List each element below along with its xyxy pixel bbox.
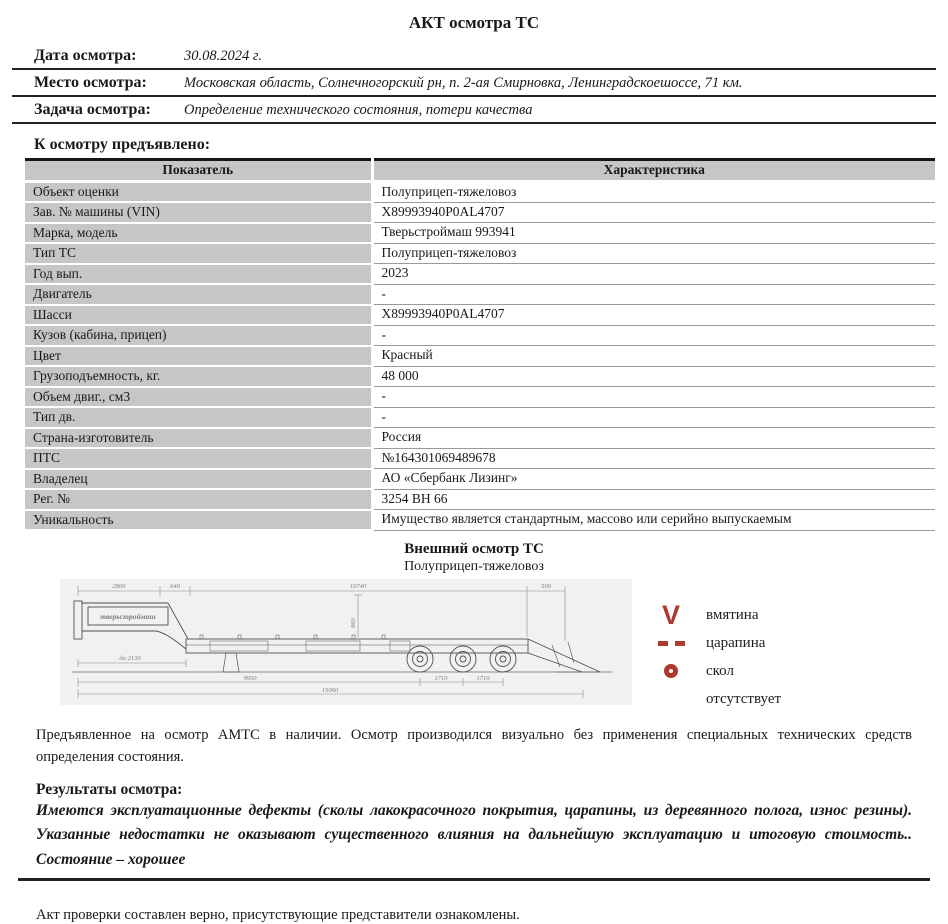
table-header-row (25, 160, 935, 182)
characteristic-cell: Россия (372, 428, 935, 449)
characteristic-cell: Тверьстроймаш 993941 (372, 223, 935, 244)
trailer-drawing (60, 579, 632, 705)
info-label-place: Место осмотра: (34, 74, 147, 91)
parameter-cell: Марка, модель (25, 223, 372, 244)
legend-row-dent (648, 601, 878, 629)
table-row (25, 264, 935, 285)
table-row (25, 223, 935, 244)
characteristic-cell: Полуприцеп-тяжеловоз (372, 243, 935, 264)
brand-label: тверьстроймаш (100, 612, 156, 621)
dim-label-15060: 15060 (321, 687, 339, 694)
trailer-figure-section (0, 579, 948, 711)
characteristic-cell: АО «Сбербанк Лизинг» (372, 469, 935, 490)
scratch-symbol-icon (658, 641, 685, 646)
parameter-cell: Страна-изготовитель (25, 428, 372, 449)
chip-symbol-icon (664, 664, 678, 678)
table-row (25, 181, 935, 202)
page-title: АКТ осмотра ТС (408, 13, 540, 32)
info-value-task: Определение технического состояния, потери качества (184, 102, 533, 118)
parameter-cell: Владелец (25, 469, 372, 490)
final-statement: Акт проверки составлен верно, присутствующие представители ознакомлены. (36, 906, 520, 923)
info-label-date: Дата осмотра: (34, 47, 137, 64)
characteristic-cell: Полуприцеп-тяжеловоз (372, 181, 935, 202)
characteristic-cell: - (372, 387, 935, 408)
info-value-date: 30.08.2024 г. (184, 48, 262, 64)
info-row-task (12, 97, 936, 124)
characteristic-cell: - (372, 325, 935, 346)
table-row (25, 325, 935, 346)
table-row (25, 510, 935, 531)
parameter-cell: Зав. № машины (VIN) (25, 202, 372, 223)
parameter-cell: Кузов (кабина, прицеп) (25, 325, 372, 346)
dim-label-2130: до 2130 (119, 655, 141, 662)
table-row (25, 448, 935, 469)
dim-label-860: 860 (350, 618, 357, 628)
parameter-cell: Цвет (25, 346, 372, 367)
inspection-info (12, 43, 936, 124)
info-label-task: Задача осмотра: (34, 101, 151, 118)
legend-label-dent: вмятина (706, 606, 759, 623)
table-row (25, 387, 935, 408)
legend-label-scratch: царапина (706, 634, 766, 651)
table-row (25, 489, 935, 510)
parameter-cell: Двигатель (25, 284, 372, 305)
table-row (25, 202, 935, 223)
results-block (18, 799, 930, 881)
vehicle-table-body (25, 181, 935, 530)
characteristic-cell: 48 000 (372, 366, 935, 387)
col-header-parameter: Показатель (25, 160, 372, 182)
exterior-inspection-title: Внешний осмотр ТС (404, 541, 544, 557)
parameter-cell: Год вып. (25, 264, 372, 285)
parameter-cell: Уникальность (25, 510, 372, 531)
table-row (25, 284, 935, 305)
dim-label-10740: 10740 (349, 583, 367, 590)
parameter-cell: Объект оценки (25, 181, 372, 202)
parameter-cell: Тип дв. (25, 407, 372, 428)
legend-row-absent (648, 685, 878, 713)
parameter-cell: Грузоподъемность, кг. (25, 366, 372, 387)
presence-paragraph: Предъявленное на осмотр АМТС в наличии. Осмотр производился визуально без применения специальных технических средств определения состояния. (36, 727, 912, 765)
vehicle-table (25, 158, 935, 531)
legend-label-chip: скол (706, 662, 734, 679)
dim-label-2800: 2800 (112, 583, 126, 590)
defect-legend (648, 601, 878, 713)
characteristic-cell: Красный (372, 346, 935, 367)
exterior-inspection-subtitle: Полуприцеп-тяжеловоз (404, 559, 544, 574)
parameter-cell: Шасси (25, 305, 372, 326)
table-row (25, 428, 935, 449)
table-row (25, 243, 935, 264)
info-row-place (12, 70, 936, 97)
legend-label-absent: отсутствует (706, 690, 782, 707)
dim-label-1710-b: 1710 (476, 675, 490, 682)
table-row (25, 346, 935, 367)
trailer-ramp (528, 639, 600, 672)
trailer-wheels (407, 646, 516, 672)
characteristic-cell: - (372, 407, 935, 428)
dim-label-1710-a: 1710 (434, 675, 448, 682)
table-row (25, 469, 935, 490)
characteristic-cell: 3254 ВН 66 (372, 489, 935, 510)
dim-label-640: 640 (170, 583, 180, 590)
results-text: Имеются эксплуатационные дефекты (сколы лакокрасочного покрытия, царапины, из деревянного полога, износ резины). Указанные недостатки не оказывают существенного влияния на дальнейшую эксплуатацию и итоговую стоимость.. Состояние – хорошее (36, 801, 912, 869)
legend-row-scratch (648, 629, 878, 657)
table-row (25, 407, 935, 428)
characteristic-cell: X89993940P0AL4707 (372, 305, 935, 326)
presented-heading: К осмотру предъявлено: (34, 136, 211, 153)
dent-symbol-icon: V (661, 599, 680, 630)
characteristic-cell: Имущество является стандартным, массово или серийно выпускаемым (372, 510, 935, 531)
table-row (25, 305, 935, 326)
parameter-cell: Тип ТС (25, 243, 372, 264)
col-header-characteristic: Характеристика (372, 160, 935, 182)
table-row (25, 366, 935, 387)
trailer-gooseneck (74, 601, 239, 672)
dim-label-500: 500 (541, 583, 551, 590)
characteristic-cell: 2023 (372, 264, 935, 285)
trailer-deck (186, 635, 528, 653)
info-value-place: Московская область, Солнечногорский рн, п. 2-ая Смирновка, Ленинградскоешоссе, 71 км. (184, 75, 743, 91)
parameter-cell: ПТС (25, 448, 372, 469)
characteristic-cell: №164301069489678 (372, 448, 935, 469)
parameter-cell: Объем двиг., см3 (25, 387, 372, 408)
characteristic-cell: - (372, 284, 935, 305)
parameter-cell: Рег. № (25, 489, 372, 510)
characteristic-cell: X89993940P0AL4707 (372, 202, 935, 223)
legend-row-chip (648, 657, 878, 685)
info-row-date (12, 43, 936, 70)
dim-label-9950: 9950 (243, 675, 257, 682)
results-heading: Результаты осмотра: (36, 780, 183, 798)
